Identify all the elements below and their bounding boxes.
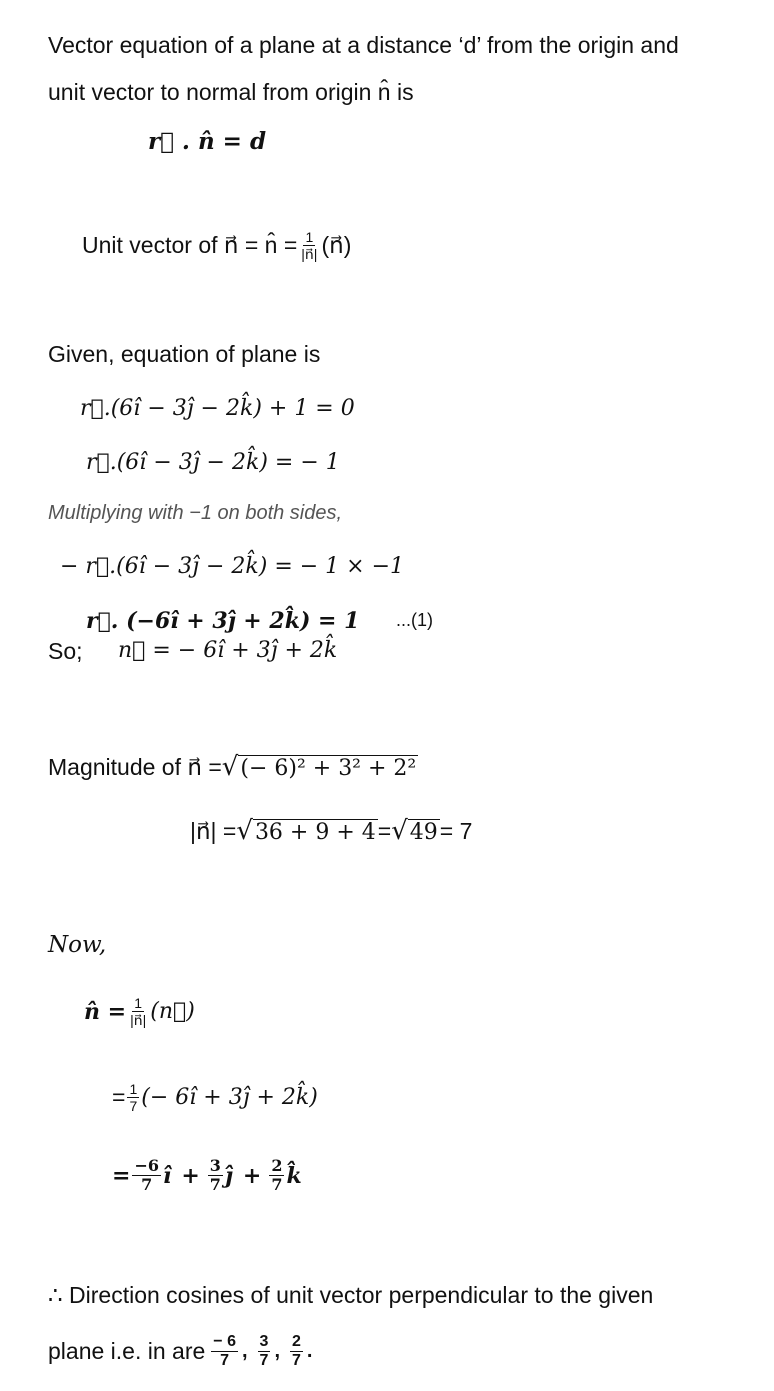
step2-fraction	[127, 1082, 139, 1113]
fraction-denominator: 7	[141, 1175, 153, 1194]
term1-fraction	[132, 1158, 161, 1193]
given-equation-3: − r⃗.(6î − 3ĵ − 2k̂) = − 1 × −1	[60, 554, 405, 579]
equals-sign: =	[377, 817, 392, 844]
multiply-note: Multiplying with −1 on both sides,	[48, 502, 343, 524]
equals-sign: =	[112, 1162, 131, 1189]
comma: ,	[274, 1340, 280, 1362]
fraction-denominator: 7	[271, 1175, 283, 1194]
magnitude-result: = 7	[439, 817, 473, 844]
unit-j: ĵ	[224, 1162, 233, 1189]
normal-vector-equation: n⃗ = − 6î + 3ĵ + 2k̂	[118, 638, 338, 663]
cosine-1-fraction	[211, 1334, 238, 1369]
radicand-2: 36 + 9 + 4	[254, 820, 376, 845]
intro-line-1: Vector equation of a plane at a distance ‘d’ from the origin and	[48, 32, 679, 58]
so-label: So;	[48, 638, 83, 664]
term2-fraction	[208, 1158, 223, 1193]
fraction-denominator: 7	[209, 1175, 221, 1194]
fraction-denominator: 7	[292, 1352, 301, 1369]
unit-vector-suffix: (n⃗)	[321, 232, 352, 258]
unit-k: k̂	[286, 1162, 302, 1189]
fraction-numerator: 1	[305, 229, 314, 245]
fraction-denominator: 7	[129, 1098, 138, 1114]
fraction-numerator: − 6	[213, 1333, 236, 1350]
given-equation-4: r⃗. (−6î + 3ĵ + 2k̂) = 1	[86, 608, 360, 634]
unit-i: î	[162, 1162, 172, 1189]
unit-normal-step-3	[112, 1158, 302, 1193]
unit-vector-fraction	[299, 230, 319, 261]
unit-normal-lhs: n̂ =	[84, 998, 127, 1025]
radicand-3: 49	[409, 820, 438, 845]
equals-sign: =	[112, 1084, 126, 1110]
fraction-denominator: 7	[220, 1352, 230, 1369]
plus-sign: +	[242, 1162, 262, 1189]
fraction-numerator: 2	[271, 1156, 283, 1175]
unit-normal-step-1	[84, 996, 195, 1027]
sqrt-expression-2	[236, 816, 377, 846]
cosine-2-fraction	[258, 1334, 271, 1369]
radicand: (− 6)² + 3² + 2²	[240, 756, 417, 781]
radical-sign-icon: √	[391, 816, 408, 846]
unit-normal-step-2	[112, 1082, 318, 1113]
given-equation-1: r⃗.(6î − 3ĵ − 2k̂) + 1 = 0	[80, 396, 355, 421]
magnitude-prefix: Magnitude of n⃗ =	[48, 753, 222, 780]
unit-vector-definition	[82, 230, 351, 261]
conclusion-line-1: ∴ Direction cosines of unit vector perpendicular to the given	[48, 1282, 654, 1308]
step2-rhs: (− 6î + 3ĵ + 2k̂)	[141, 1085, 318, 1110]
conclusion-line-2	[48, 1334, 312, 1369]
given-equation-2: r⃗.(6î − 3ĵ − 2k̂) = − 1	[86, 450, 340, 475]
unit-vector-prefix: Unit vector of n⃗ = n̂ =	[82, 232, 298, 258]
magnitude-line-1	[48, 752, 418, 782]
fraction-denominator: |n⃗|	[130, 1012, 147, 1028]
comma: ,	[241, 1340, 248, 1362]
fraction-numerator: −6	[134, 1156, 159, 1175]
magnitude-abs: |n⃗| =	[190, 817, 237, 844]
step1-rhs: (n⃗)	[150, 999, 195, 1024]
term3-fraction	[269, 1158, 284, 1193]
fraction-denominator: 7	[259, 1352, 269, 1369]
radical-sign-icon: √	[221, 752, 239, 782]
fraction-numerator: 2	[292, 1333, 301, 1350]
sqrt-expression-3	[391, 816, 440, 846]
vector-equation: r⃗ . n̂ = d	[148, 128, 267, 155]
fraction-numerator: 1	[134, 995, 143, 1011]
step1-fraction	[128, 996, 148, 1027]
now-label: Now,	[48, 932, 107, 958]
period: .	[306, 1340, 313, 1362]
radical-sign-icon: √	[236, 816, 253, 846]
plus-sign: +	[181, 1162, 200, 1189]
fraction-numerator: 3	[259, 1333, 269, 1350]
conclusion-text: plane i.e. in are	[48, 1338, 206, 1364]
fraction-numerator: 1	[129, 1081, 138, 1097]
cosine-3-fraction	[290, 1334, 303, 1369]
fraction-numerator: 3	[209, 1156, 221, 1175]
sqrt-expression	[222, 752, 418, 782]
equation-reference: ...(1)	[396, 610, 434, 630]
intro-line-2: unit vector to normal from origin n̂ is	[48, 79, 414, 105]
fraction-denominator: |n⃗|	[301, 246, 318, 262]
given-label: Given, equation of plane is	[48, 341, 321, 367]
magnitude-line-2	[190, 816, 472, 846]
